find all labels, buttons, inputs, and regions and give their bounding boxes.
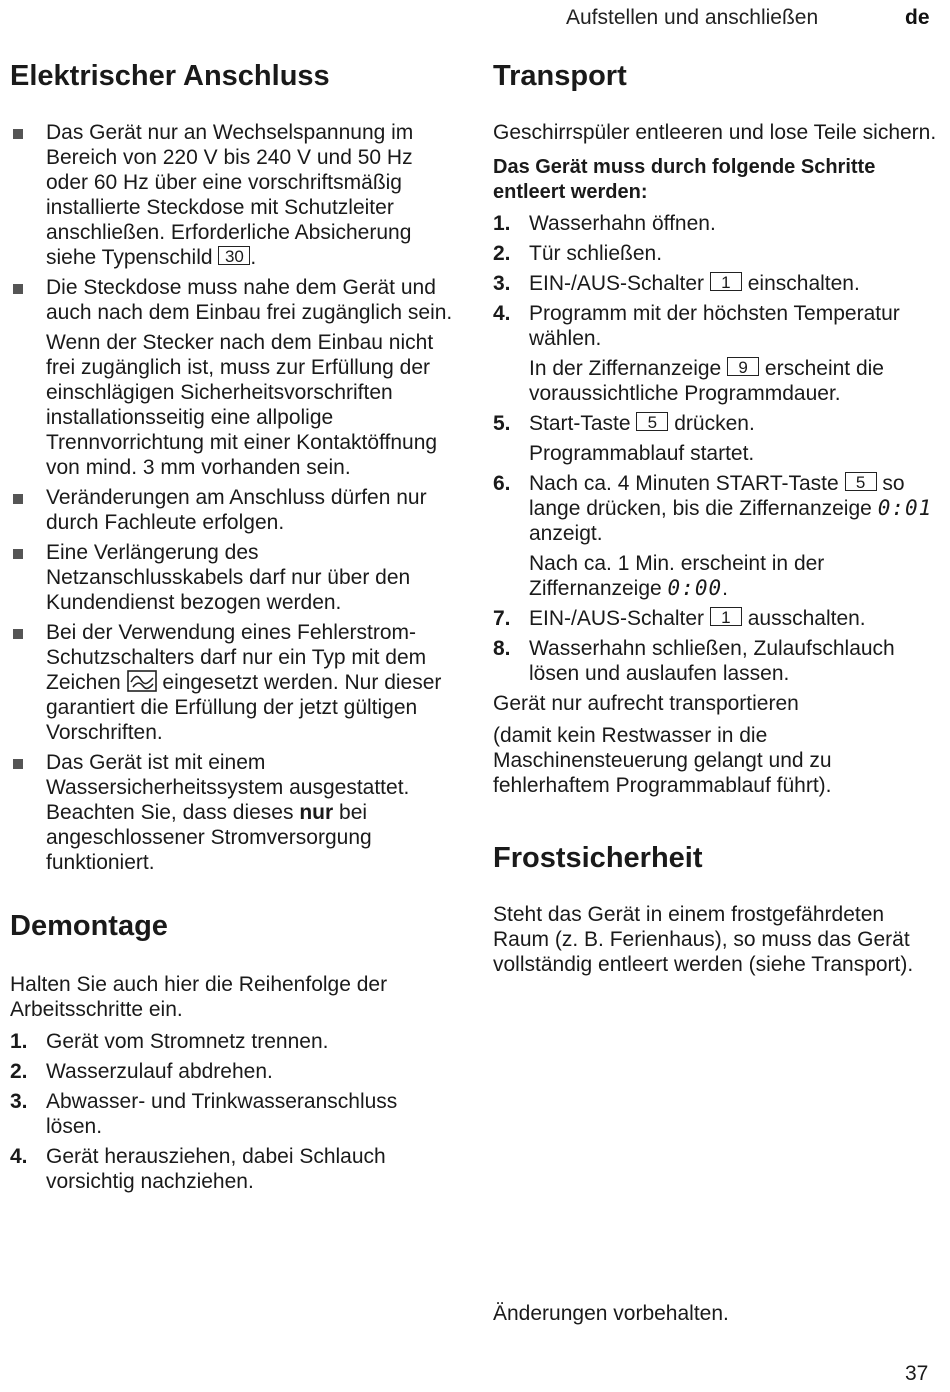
list-continuation: In der Ziffernanzeige 9 erscheint die voraussichtliche Programmdauer. — [529, 357, 884, 405]
list-item: 4. Gerät herausziehen, dabei Schlauch vorsichtig nachziehen. — [10, 1145, 386, 1193]
bullet-square-icon — [13, 129, 23, 139]
bullet-item: Bei der Verwendung eines Fehlerstrom-Schutzschalters darf nur ein Typ mit dem Zeichen eingesetzt werden. Nur dieser garantiert die Erfüllung der jetzt gültigen Vorschriften. — [10, 620, 455, 745]
ref-box: 5 — [636, 412, 668, 431]
ref-box: 5 — [845, 472, 877, 491]
header-language: de — [905, 6, 930, 29]
bullet-square-icon — [13, 629, 23, 639]
left-column — [10, 56, 455, 1199]
bullet-item: Eine Verlängerung des Netzanschlusskabels darf nur über den Kundendienst bezogen werden. — [10, 540, 455, 615]
bullet-square-icon — [13, 284, 23, 294]
heading-transport: Transport — [493, 60, 627, 92]
list-item: 1. Gerät vom Stromnetz trennen. — [10, 1030, 329, 1053]
bullet-square-icon — [13, 549, 23, 559]
list-item: 7. EIN-/AUS-Schalter 1 ausschalten. — [493, 607, 866, 630]
bullet-continuation: Wenn der Stecker nach dem Einbau nicht frei zugänglich ist, muss zur Erfüllung der einschlägigen Sicherheitsvorschriften installationsseitig eine allpolige Trennvorrichtung mit einer Kontaktöffnung von mind. 3 mm vorhanden sein. — [46, 331, 438, 479]
list-continuation: Programmablauf startet. — [529, 442, 755, 465]
digital-display-value: 0:01 — [877, 496, 933, 520]
bullet-item: Veränderungen am Anschluss dürfen nur durch Fachleute erfolgen. — [10, 485, 455, 535]
list-item: 5. Start-Taste 5 drücken. — [493, 412, 755, 435]
frost-text: Steht das Gerät in einem frostgefährdeten Raum (z. B. Ferienhaus), so muss das Gerät vollständig entleert werden (siehe Transport). — [493, 903, 914, 976]
digital-display-value: 0:00 — [667, 576, 723, 600]
ref-box: 30 — [218, 246, 250, 265]
list-item: 3. Abwasser- und Trinkwasseranschluss lösen. — [10, 1090, 398, 1138]
header-section-title: Aufstellen und anschließen — [566, 6, 819, 29]
bullet-item: Die Steckdose muss nahe dem Gerät und auch nach dem Einbau frei zugänglich sein. — [10, 275, 455, 325]
list-item: 8. Wasserhahn schließen, Zulaufschlauch lösen und auslaufen lassen. — [493, 637, 895, 685]
bullet-square-icon — [13, 494, 23, 504]
list-item: 4. Programm mit der höchsten Temperatur wählen. — [493, 302, 900, 350]
transport-bold-intro: Das Gerät muss durch folgende Schritte entleert werden: — [493, 156, 876, 203]
demontage-steps — [10, 1029, 455, 1194]
page-number: 37 — [905, 1362, 929, 1385]
rcd-symbol-icon — [127, 670, 157, 692]
list-item: 1. Wasserhahn öffnen. — [493, 212, 716, 235]
bullet-square-icon — [13, 759, 23, 769]
list-continuation: Nach ca. 1 Min. erscheint in der Ziffernanzeige 0:00. — [529, 552, 825, 600]
transport-note-detail: (damit kein Restwasser in die Maschinensteuerung gelangt und zu fehlerhaftem Programmablauf führt). — [493, 724, 832, 797]
list-item: 2. Wasserzulauf abdrehen. — [10, 1060, 273, 1083]
heading-frostsicherheit: Frostsicherheit — [493, 842, 703, 874]
footer-note: Änderungen vorbehalten. — [493, 1302, 729, 1325]
transport-note: Gerät nur aufrecht transportieren — [493, 692, 799, 715]
heading-elektrischer-anschluss: Elektrischer Anschluss — [10, 60, 330, 92]
list-item: 2. Tür schließen. — [493, 242, 663, 265]
demontage-intro: Halten Sie auch hier die Reihenfolge der Arbeitsschritte ein. — [10, 973, 388, 1021]
list-item: 6. Nach ca. 4 Minuten START-Taste 5 so lange drücken, bis die Ziffernanzeige 0:01 anzeigt. — [493, 472, 933, 545]
heading-demontage: Demontage — [10, 910, 168, 942]
ref-box: 1 — [710, 607, 742, 626]
list-item: 3. EIN-/AUS-Schalter 1 einschalten. — [493, 272, 860, 295]
ref-box: 1 — [710, 272, 742, 291]
bullet-item: Das Gerät ist mit einem Wassersicherheitssystem ausgestattet. Beachten Sie, dass dieses nur bei angeschlossener Stromversorgung funktioniert. — [10, 750, 455, 875]
ref-box: 9 — [727, 357, 759, 376]
transport-intro: Geschirrspüler entleeren und lose Teile sichern. — [493, 121, 937, 144]
right-column — [493, 56, 938, 977]
bullet-item: Das Gerät nur an Wechselspannung im Bereich von 220 V bis 240 V und 50 Hz oder 60 Hz über eine vorschriftsmäßig installierte Steckdose mit Schutzleiter anschließen. Erforderliche Absicherung siehe Typenschild 30 . — [10, 120, 455, 270]
